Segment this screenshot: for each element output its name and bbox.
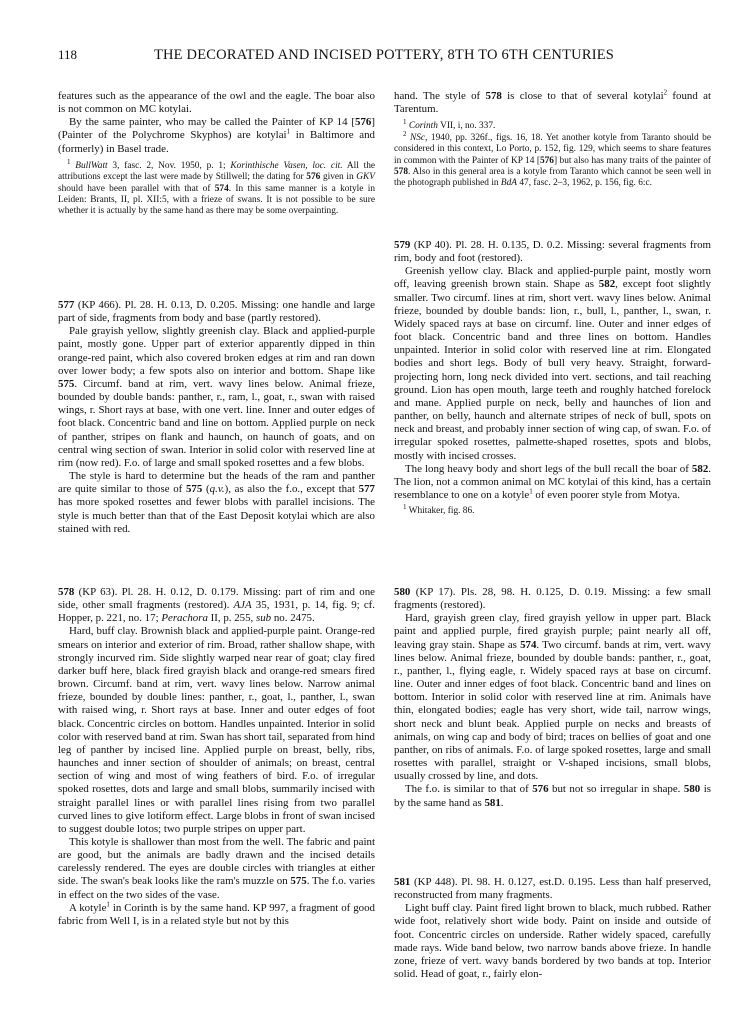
catalogue-entry-581: [394, 876, 711, 981]
footnote: $^1$ Corinth VII, i, no. 337.: [403, 118, 496, 132]
catalogue-entry-577: [58, 299, 375, 536]
paragraph: The f.o. is similar to that of 576 but not so irregular in shape. 580 is by the same hand as 581.: [394, 783, 711, 809]
left-column-top: [58, 90, 375, 218]
paragraph: The style is hard to determine but the heads of the ram and panther are quite similar to those of 575 (q.v.), as also the f.o., except that 577 has more spoked rosettes and fewer blobs with parallel incisions. The style is much better than that of the East Deposit kotylai which are also stained with red.: [58, 470, 375, 535]
footnote: $^2$ NSc, 1940, pp. 326f., figs. 16, 18. Yet another kotyle from Taranto should be considered in this context, Lo Porto, p. 152, fig. 129, which seems to share features in common with the Painter of KP 14 [576] but also has many traits of the painter of 578. Also in this general area is a kotyle from Taranto which cannot be seen well in the photograph published in BdA 47, fasc. 2–3, 1962, p. 156, fig. 6:c.: [394, 129, 711, 189]
footnote: $^1$ Whitaker, fig. 86.: [403, 503, 475, 517]
running-header: [58, 47, 710, 69]
paragraph: hand. The style of 578 is close to that of several kotylai$^2$ found at Tarentum.: [394, 88, 711, 116]
catalogue-entry-580: [394, 586, 711, 810]
paragraph: Hard, grayish green clay, fired grayish yellow in upper part. Black paint and applied purple, fired grayish purple; paint nearly all off, leaving gray stain. Shape as 574. Two circumf. bands at rim, vert. wavy lines below. Animal frieze, bounded by double bands: panther, r., goat, r., panther, l., flying eagle, r. Widely spaced rays at base on circumf. line. Outer and inner edges of foot black. Concentric band and lines on bottom. Interior in solid color with reserved line at rim. Animals have thin, elongated bodies; eagle has very short, wide tail, narrow wings, short neck and blunt beak. Applied purple on necks and breasts of animals, on wing cap and body of bird; traces on bellies of goat and one panther, on ribs of animals. F.o. of large spoked rosettes, large and small rosettes with parallel, straight or V-shaped incisions, small blobs, usually crossed by line, and dots.: [394, 612, 712, 783]
entry-heading: 578 (KP 63). Pl. 28. H. 0.12, D. 0.179. Missing: part of rim and one side, other small fragments (restored). AJA 35, 1931, p. 14, fig. 9; cf. Hopper, p. 221, no. 17; Perachora II, p. 255, sub no. 2475.: [58, 586, 376, 625]
entry-heading: 580 (KP 17). Pls. 28, 98. H. 0.125, D. 0.19. Missing: a few small fragments (restored).: [394, 586, 711, 612]
page-number: 118: [58, 47, 78, 62]
catalogue-entry-579: [394, 239, 711, 518]
paragraph: Greenish yellow clay. Black and applied-purple paint, mostly worn off, leaving greenish brown stain. Shape as 582, except foot slightly smaller. Two circumf. lines at rim, short vert. wavy lines below. Animal frieze, bounded by double bands: lion, r., bull, l., panther, l., swan, r. Widely spaced rays at base on circumf. line. Outer and inner edges of foot black. Concentric band and three lines on bottom. Handles unpainted. Interior in solid color with reserved line at rim. Elongated bodies and short legs. Body of bull very heavy. Straight, forward-projecting horn, long neck divided into vert. sections, and tail reaching ground. Lion has open mouth, large teeth and roughly hatched forelock and mane. Applied purple on neck, belly and haunches of lion and panther, on belly, haunch and alternate stripes of neck of bull, spots on neck and breast, and probably inner section of wing cap, of swan. F.o. of irregular spoked rosettes, palmette-shaped rosettes, spots and blobs, mostly with incised crosses.: [394, 265, 711, 462]
right-column-top: [394, 90, 711, 190]
catalogue-entry-578: [58, 586, 375, 928]
paragraph: Hard, buff clay. Brownish black and applied-purple paint. Orange-red smears on interior and exterior of rim. Broad, rather shallow shape, with strongly incurved rim. Side slightly warped near rear of goat; clay fired darker buff here, black fired grayish black and orange-red smears fired brown. Circumf. band at rim, vert. wavy lines below. Narrow animal frieze, bounded by double lines: panther, r., goat, l., panther, l., swan with raised wing, r. Short rays at base. Inner and outer edges of foot black. Concentric circles on bottom. Handles unpainted. Interior in solid color with reserved band at rim. Swan has short tail, separated from hind leg of panther by incised line. Applied purple on breast, belly, ribs, haunches and inner section of shoulder of animals; on breast, central section of wing and most of wing feathers of bird. F.o. of irregular spoked rosettes, dots and large and small blobs, summarily incised with straight parallel lines or with parallel lines rising from two parallel curved lines to give lotiform effect. Large blobs in front of swan incised to suggest double lotos; two purple stripes on upper part.: [58, 625, 375, 835]
paragraph: Light buff clay. Paint fired light brown to black, much rubbed. Rather wide foot, relatively short wide body. Paint on inside and outside of foot. Concentric circles on underside. Rather widely spaced, carefully made rays. Wide band below, two narrow bands above frieze. In handle zone, frieze of vert. wavy bands bordered by two bands at top. Interior solid. Head of goat, r., fairly elon-: [394, 902, 711, 981]
paragraph: Pale grayish yellow, slightly greenish clay. Black and applied-purple paint, mostly gone. Upper part of exterior apparently dipped in thin orange-red paint, which also covered broken edges at rim and ran down over lower body; a few spots also on interior and bottom. Shape like 575. Circumf. band at rim, vert. wavy lines below. Animal frieze, bounded by double bands: panther, r., ram, l., goat, r., swan with raised wings, r. Short rays at base, with one vert. line. Inner and outer edges of foot black. Concentric band and line on bottom. Applied purple on neck of panther, stripes on flank and haunch, on haunch of goats, and on central wing section of swan. Interior in solid color with reserved line at rim (now red). F.o. of large and small spoked rosettes and a few blobs.: [58, 325, 375, 469]
entry-heading: 581 (KP 448). Pl. 98. H. 0.127, est.D. 0.195. Less than half preserved, reconstructed from many fragments.: [394, 876, 711, 902]
running-title: THE DECORATED AND INCISED POTTERY, 8TH TO 6TH CENTURIES: [153, 47, 615, 63]
entry-heading: 577 (KP 466). Pl. 28. H. 0.13, D. 0.205. Missing: one handle and large part of side, fragments from body and base (partly restored).: [58, 299, 375, 325]
paragraph: By the same painter, who may be called the Painter of KP 14 [576] (Painter of the Polychrome Skyphos) are kotylai$^1$ in Baltimore and (formerly) in Basel trade.: [58, 116, 375, 155]
paragraph: features such as the appearance of the owl and the eagle. The boar also is not common on MC kotylai.: [58, 90, 375, 116]
paragraph: A kotyle$^1$ in Corinth is by the same hand. KP 997, a fragment of good fabric from Well I, is in a related style but not by this: [58, 900, 375, 927]
footnote: $^1$ BullWatt 3, fasc. 2, Nov. 1950, p. 1; Korinthische Vasen, loc. cit. All the attributions except the last were made by Stillwell; the dating for 576 given in GKV should have been parallel with that of 574. In this same manner is a kotyle in Leiden: Brants, II, pl. XII:5, with a frieze of swans. It is not possible to be sure whether it is actually by the same hand as there may be some overpainting.: [58, 157, 376, 217]
entry-heading: 579 (KP 40). Pl. 28. H. 0.135, D. 0.2. Missing: several fragments from rim, body and foot (restored).: [394, 239, 711, 265]
paragraph: This kotyle is shallower than most from the well. The fabric and paint are good, but the animals are badly drawn and the incised details carelessly rendered. The eyes are double circles with triangles at either side. The swan's beak looks like the ram's muzzle on 575. The f.o. varies in effect on the two sides of the vase.: [58, 835, 375, 901]
paragraph: The long heavy body and short legs of the bull recall the boar of 582. The lion, not a common animal on MC kotylai of this kind, has a certain resemblance to one on a kotyle$^1$ of even poorer style from Motya.: [394, 462, 711, 501]
